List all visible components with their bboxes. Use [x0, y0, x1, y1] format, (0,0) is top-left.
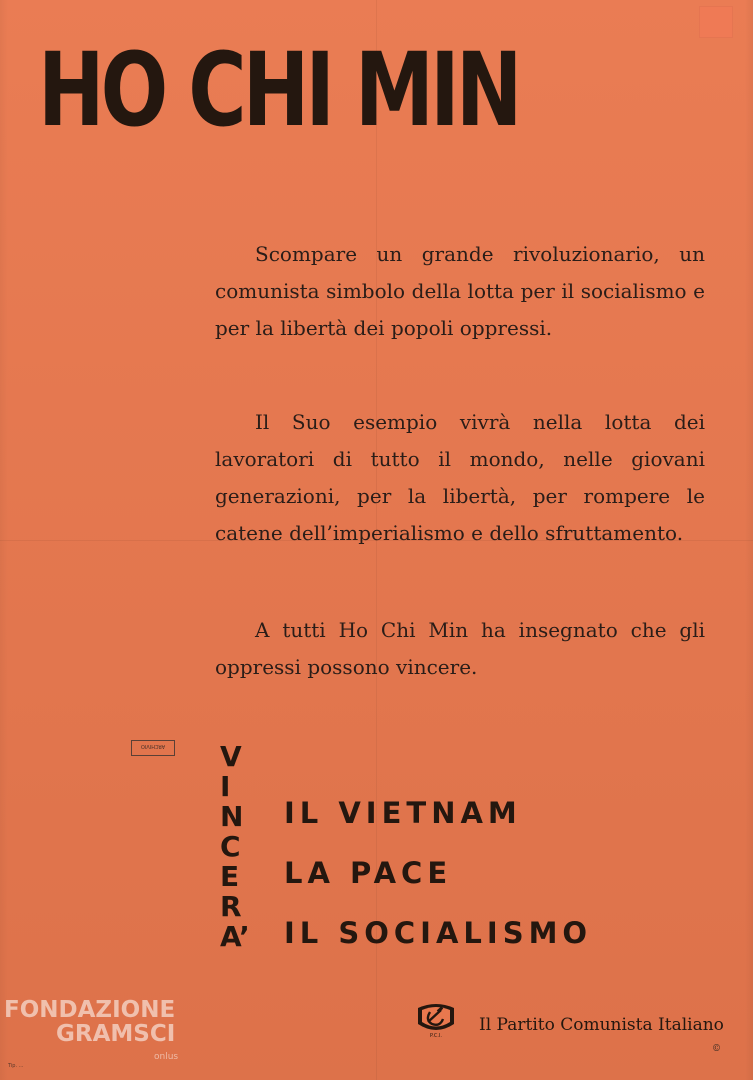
vertical-word-vincera — [220, 740, 250, 953]
paragraph-1 — [215, 236, 705, 367]
slogan-peace: LA PACE — [284, 856, 453, 890]
vertical-letter: E — [220, 860, 240, 893]
vertical-letter: A’ — [220, 920, 250, 953]
slogan-vietnam: IL VIETNAM — [284, 796, 522, 830]
emblem-label: P.C.I. — [430, 1033, 442, 1039]
printer-imprint: Tip. ... — [8, 1063, 24, 1069]
watermark-sub: onlus — [154, 1052, 179, 1062]
watermark-line-2: GRAMSCI — [56, 1021, 176, 1047]
paragraph-2 — [215, 404, 705, 572]
slogan-socialism: IL SOCIALISMO — [284, 916, 593, 950]
paragraph-1-text: Scompare un grande rivoluzionario, un comunista simbolo della lotta per il socialismo e per la libertà dei popoli oppressi. — [215, 242, 705, 340]
archive-stamp-text: ARCHIVIO — [140, 743, 166, 749]
vertical-letter: N — [220, 800, 244, 833]
vertical-letter: V — [220, 740, 242, 773]
archive-stamp — [131, 740, 175, 756]
fondazione-gramsci-watermark — [4, 997, 179, 1062]
party-signature: Il Partito Comunista Italiano — [479, 1015, 724, 1035]
paragraph-3 — [215, 612, 705, 706]
paragraph-3-text: A tutti Ho Chi Min ha insegnato che gli oppressi possono vincere. — [215, 618, 705, 679]
vertical-letter: I — [220, 770, 231, 803]
watermark-line-1: FONDAZIONE — [4, 997, 176, 1023]
pci-emblem-icon — [414, 1000, 458, 1040]
vertical-letter: C — [220, 830, 241, 863]
vertical-letter: R — [220, 890, 242, 923]
registration-mark: © — [712, 1044, 721, 1054]
poster-title: HO CHI MIN — [38, 31, 519, 150]
paragraph-2-text: Il Suo esempio vivrà nella lotta dei lavoratori di tutto il mondo, nelle giovani generazioni, per la libertà, per rompere le catene dell’imperialismo e dello sfruttamento. — [215, 410, 705, 545]
corner-paper-tab — [699, 6, 733, 38]
